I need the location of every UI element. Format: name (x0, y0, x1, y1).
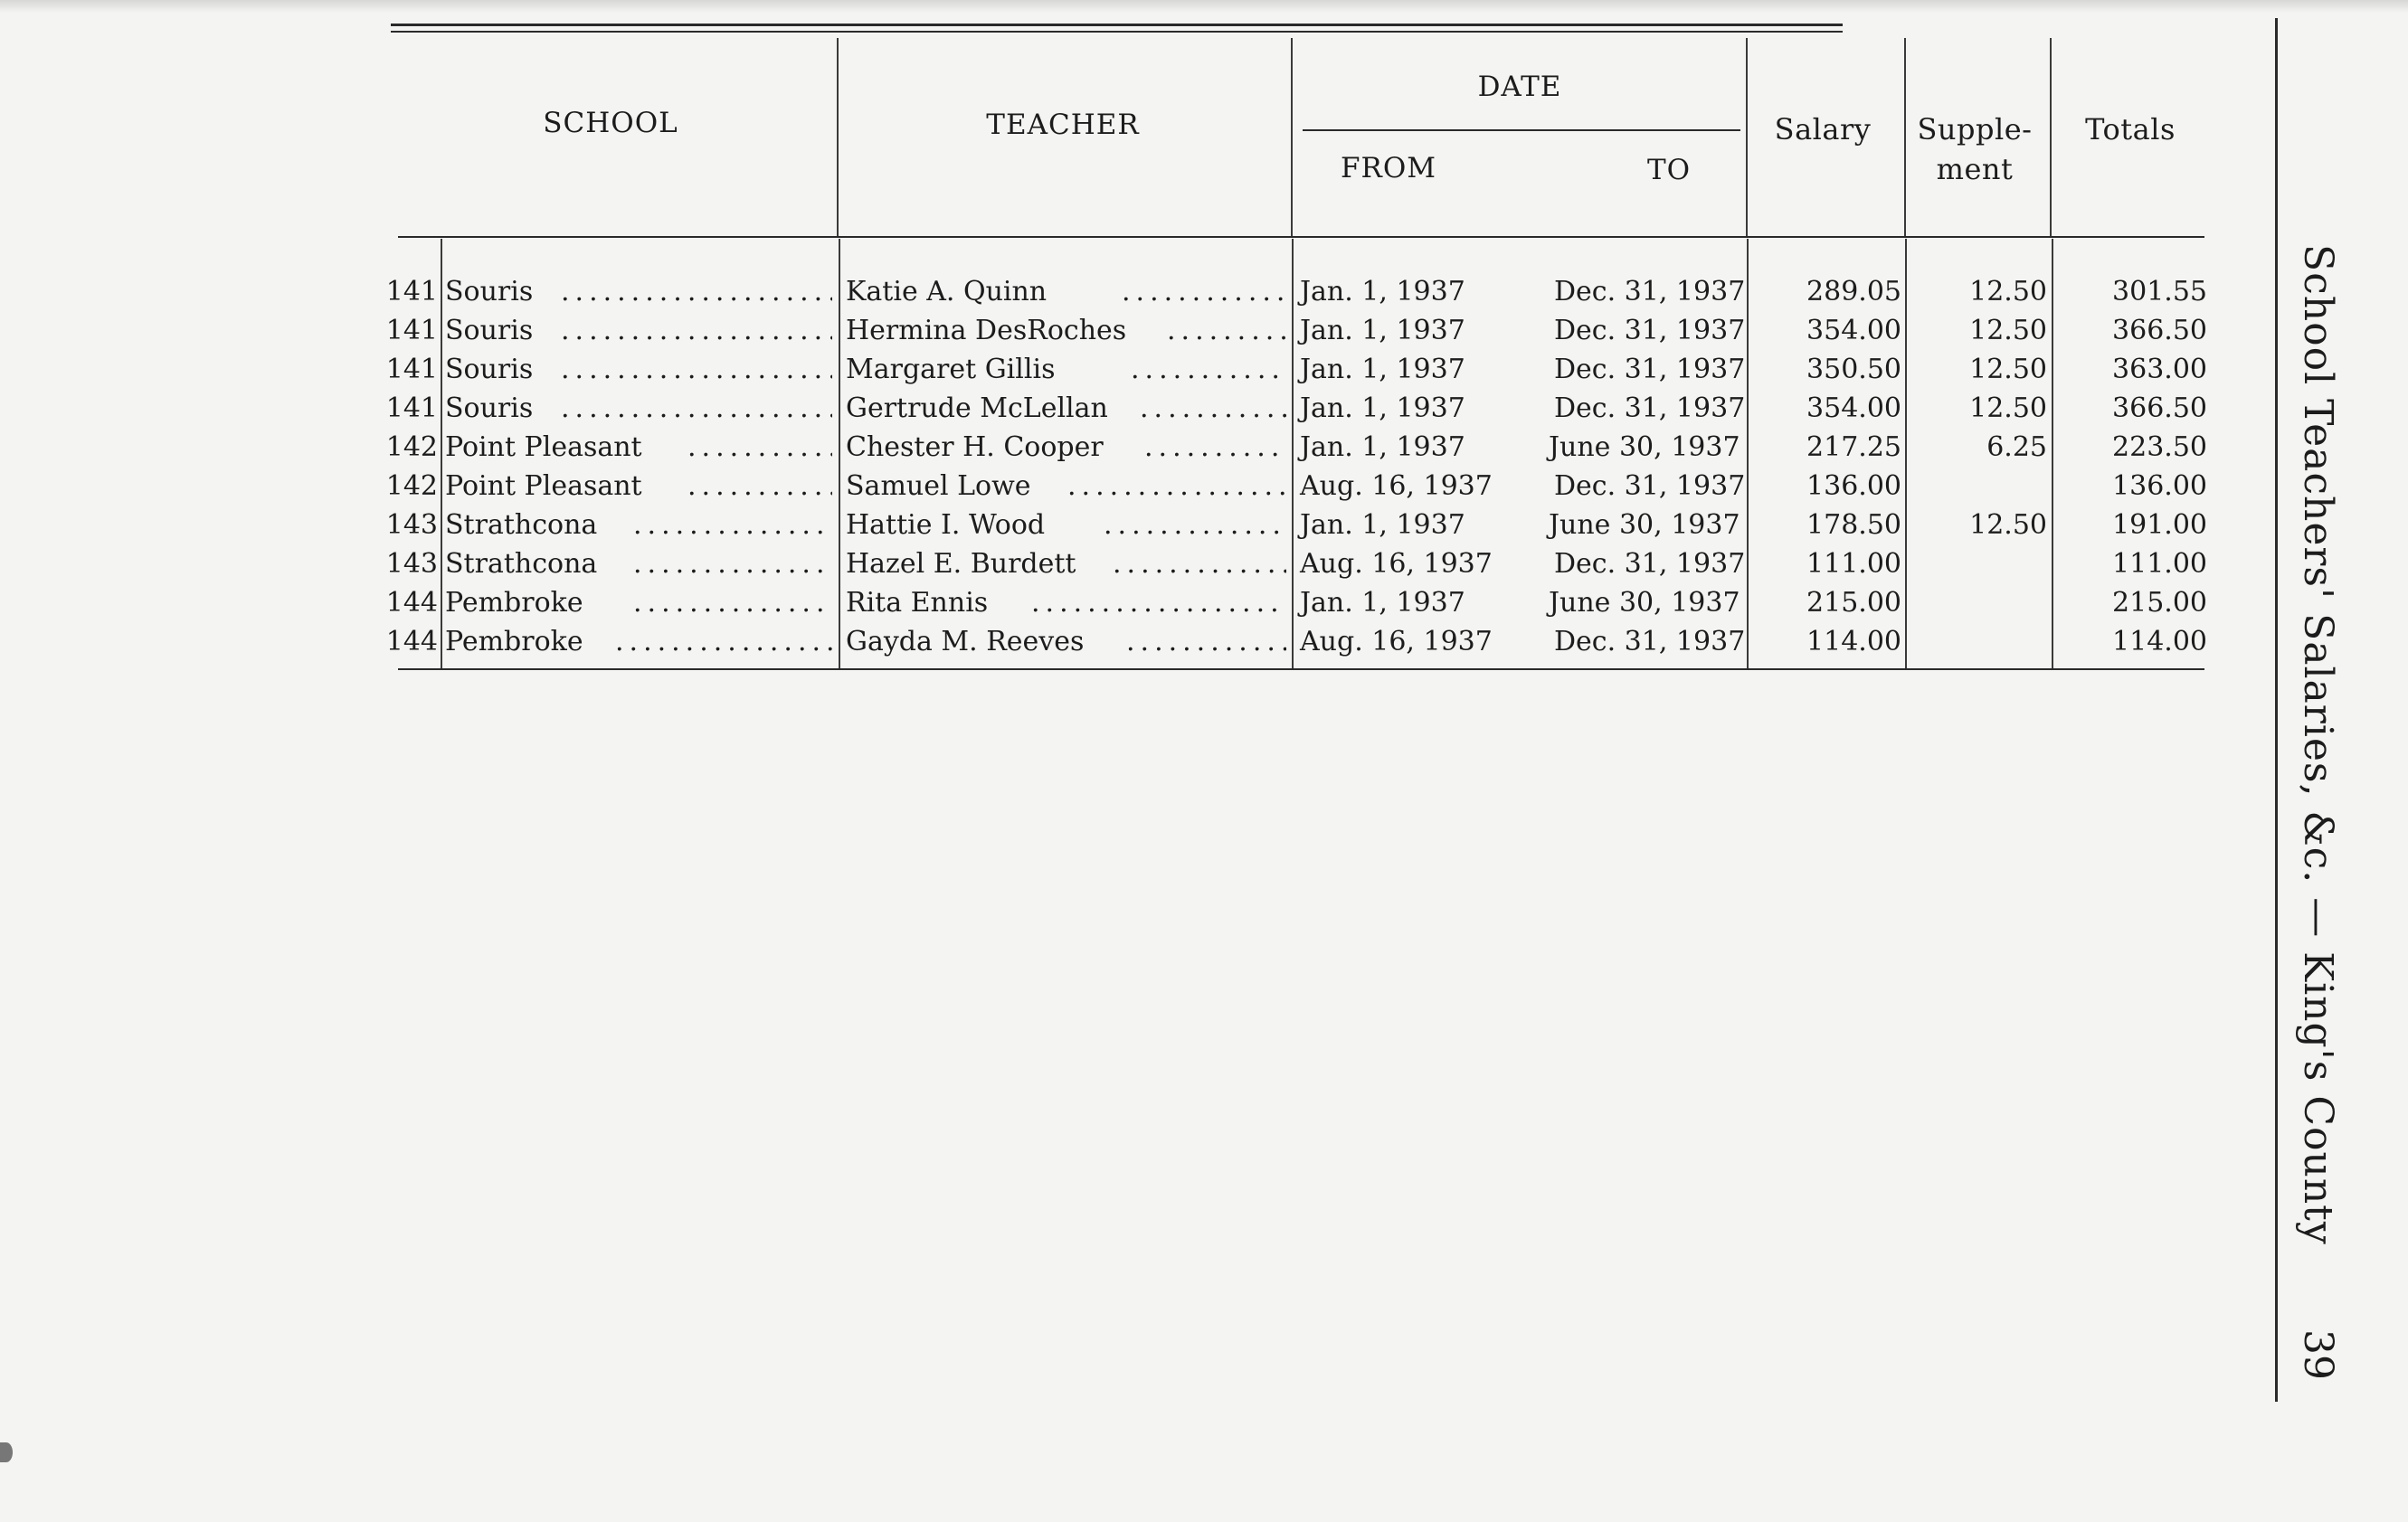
school-number: 141 (385, 354, 438, 385)
date-from: Jan. 1, 1937 (1300, 315, 1465, 346)
top-rule (391, 24, 1843, 26)
leader-dots (633, 506, 832, 544)
total: 136.00 (2112, 470, 2207, 502)
teacher-name: Katie A. Quinn (846, 276, 1048, 307)
date-to: Dec. 31, 1937 (1554, 315, 1746, 346)
table-row (0, 545, 2261, 583)
total: 363.00 (2112, 354, 2207, 385)
school-name: Pembroke (445, 587, 583, 619)
running-title (2289, 244, 2343, 1245)
date-from: Jan. 1, 1937 (1300, 276, 1465, 307)
teacher-name: Samuel Lowe (846, 470, 1031, 502)
salary: 178.50 (1806, 509, 1901, 541)
school-name: Souris (445, 354, 534, 385)
header-school: SCHOOL (543, 107, 678, 139)
date-from: Aug. 16, 1937 (1300, 548, 1493, 580)
school-number: 141 (385, 315, 438, 346)
teacher-name: Hazel E. Burdett (846, 548, 1076, 580)
teacher-name: Gayda M. Reeves (846, 626, 1085, 657)
total: 366.50 (2112, 315, 2207, 346)
teacher-name: Chester H. Cooper (846, 431, 1104, 463)
supplement: 12.50 (1969, 315, 2047, 346)
school-number: 141 (385, 276, 438, 307)
salary: 114.00 (1806, 626, 1901, 657)
salary: 111.00 (1806, 548, 1901, 580)
table-row (0, 623, 2261, 661)
school-name: Souris (445, 392, 534, 424)
header-totals: Totals (2085, 112, 2176, 147)
leader-dots (1140, 390, 1286, 428)
salary: 215.00 (1806, 587, 1901, 619)
table-row (0, 429, 2261, 467)
top-rule-2 (391, 31, 1843, 33)
table-row (0, 390, 2261, 428)
leader-dots (1131, 351, 1286, 389)
date-to: Dec. 31, 1937 (1554, 470, 1746, 502)
teacher-name: Gertrude McLellan (846, 392, 1108, 424)
header-rule-teacher (837, 38, 839, 237)
leader-dots (561, 390, 832, 428)
table-row (0, 468, 2261, 506)
page-edge-shadow (0, 0, 2408, 13)
table-row (0, 584, 2261, 622)
leader-dots (633, 545, 832, 583)
salary: 354.00 (1806, 315, 1901, 346)
page-margin-rule (2275, 18, 2278, 1402)
running-title-text: School Teachers' Salaries, &c. — King's County (2295, 244, 2341, 1245)
date-from: Jan. 1, 1937 (1300, 354, 1465, 385)
date-to: Dec. 31, 1937 (1554, 626, 1746, 657)
leader-dots (687, 429, 832, 467)
header-from: FROM (1340, 152, 1436, 184)
total: 215.00 (2112, 587, 2207, 619)
teacher-name: Hattie I. Wood (846, 509, 1046, 541)
teacher-name: Margaret Gillis (846, 354, 1056, 385)
table-row (0, 312, 2261, 350)
leader-dots (561, 351, 832, 389)
total: 301.55 (2112, 276, 2207, 307)
school-name: Pembroke (445, 626, 583, 657)
date-underline (1303, 129, 1740, 131)
leader-dots (633, 584, 832, 622)
date-to: June 30, 1937 (1549, 587, 1740, 619)
supplement: 12.50 (1969, 276, 2047, 307)
table-row (0, 273, 2261, 311)
header-supplement-2: ment (1936, 152, 2014, 186)
leader-dots (561, 312, 832, 350)
school-number: 142 (385, 470, 438, 502)
date-to: Dec. 31, 1937 (1554, 276, 1746, 307)
school-name: Strathcona (445, 509, 598, 541)
date-to: June 30, 1937 (1549, 509, 1740, 541)
school-number: 143 (385, 548, 438, 580)
supplement: 12.50 (1969, 354, 2047, 385)
supplement: 12.50 (1969, 509, 2047, 541)
date-from: Jan. 1, 1937 (1300, 392, 1465, 424)
total: 366.50 (2112, 392, 2207, 424)
leader-dots (615, 623, 832, 661)
header-rule-date (1291, 38, 1293, 237)
scan-speck (0, 1442, 13, 1462)
school-name: Strathcona (445, 548, 598, 580)
date-to: Dec. 31, 1937 (1554, 354, 1746, 385)
school-number: 143 (385, 509, 438, 541)
header-salary: Salary (1774, 112, 1872, 147)
leader-dots (1126, 623, 1286, 661)
total: 191.00 (2112, 509, 2207, 541)
page-number-text: 39 (2295, 1329, 2341, 1380)
teacher-name: Rita Ennis (846, 587, 989, 619)
school-number: 142 (385, 431, 438, 463)
teacher-name: Hermina DesRoches (846, 315, 1127, 346)
school-name: Point Pleasant (445, 431, 642, 463)
school-number: 144 (385, 587, 438, 619)
date-from: Jan. 1, 1937 (1300, 431, 1465, 463)
header-date: DATE (1477, 71, 1562, 103)
leader-dots (1104, 506, 1286, 544)
date-from: Aug. 16, 1937 (1300, 626, 1493, 657)
school-number: 141 (385, 392, 438, 424)
school-name: Souris (445, 315, 534, 346)
total: 111.00 (2112, 548, 2207, 580)
header-rule-supplement (1904, 38, 1906, 237)
salary: 350.50 (1806, 354, 1901, 385)
salary: 136.00 (1806, 470, 1901, 502)
header-bottom-rule (398, 236, 2204, 238)
school-name: Souris (445, 276, 534, 307)
leader-dots (687, 468, 832, 506)
supplement: 12.50 (1969, 392, 2047, 424)
header-rule-salary (1746, 38, 1748, 237)
date-to: June 30, 1937 (1549, 431, 1740, 463)
leader-dots (1113, 545, 1286, 583)
table-row (0, 351, 2261, 389)
salary: 217.25 (1806, 431, 1901, 463)
page-number (2289, 1329, 2343, 1384)
date-to: Dec. 31, 1937 (1554, 392, 1746, 424)
header-to: TO (1646, 154, 1692, 186)
salary: 354.00 (1806, 392, 1901, 424)
total: 114.00 (2112, 626, 2207, 657)
leader-dots (1122, 273, 1286, 311)
header-rule-totals (2050, 38, 2052, 237)
leader-dots (1167, 312, 1286, 350)
date-from: Aug. 16, 1937 (1300, 470, 1493, 502)
table-row (0, 506, 2261, 544)
date-to: Dec. 31, 1937 (1554, 548, 1746, 580)
leader-dots (561, 273, 832, 311)
header-supplement-1: Supple- (1917, 112, 2033, 147)
date-from: Jan. 1, 1937 (1300, 587, 1465, 619)
leader-dots (1144, 429, 1286, 467)
date-from: Jan. 1, 1937 (1300, 509, 1465, 541)
leader-dots (1067, 468, 1286, 506)
total: 223.50 (2112, 431, 2207, 463)
school-name: Point Pleasant (445, 470, 642, 502)
leader-dots (1031, 584, 1286, 622)
supplement: 6.25 (1986, 431, 2047, 463)
school-number: 144 (385, 626, 438, 657)
header-teacher: TEACHER (986, 109, 1140, 141)
table-bottom-rule (398, 668, 2204, 670)
salary: 289.05 (1806, 276, 1901, 307)
